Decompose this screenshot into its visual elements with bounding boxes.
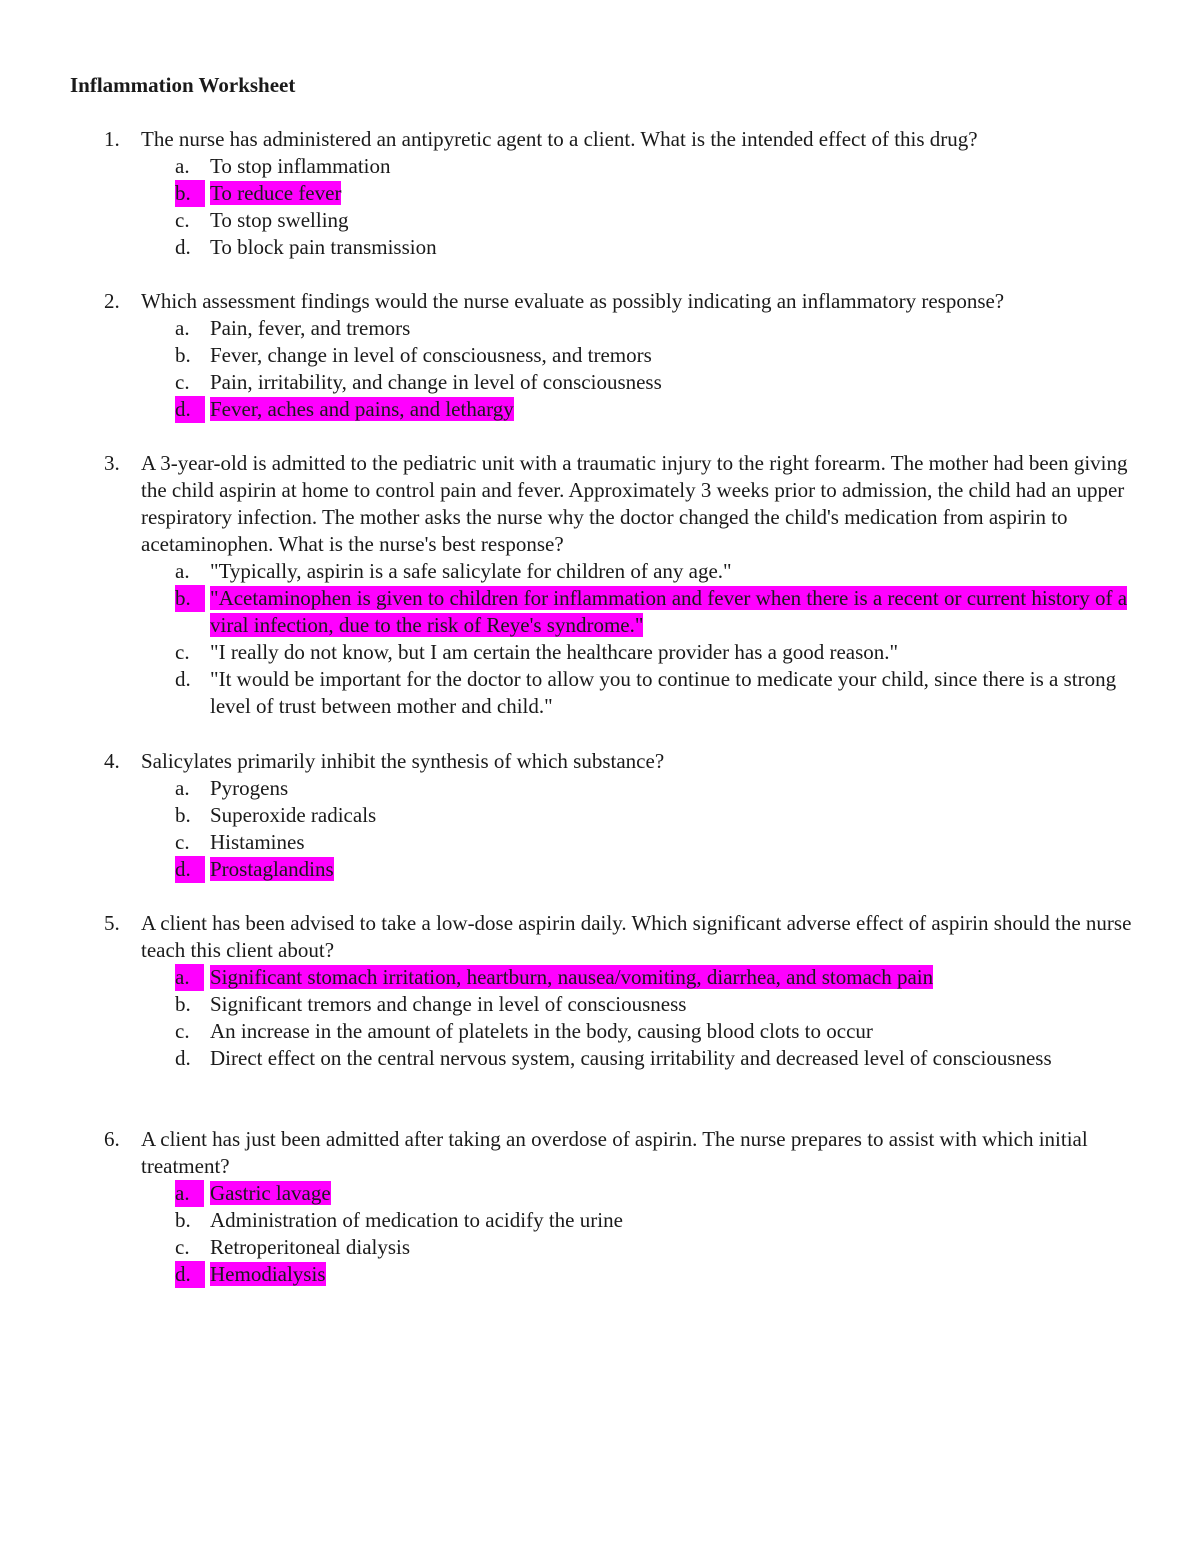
answer-option-c xyxy=(175,829,1134,856)
option-letter: a. xyxy=(175,776,190,800)
option-text: Significant stomach irritation, heartburn, nausea/vomiting, diarrhea, and stomach pain xyxy=(210,965,934,989)
option-letter: a. xyxy=(175,316,190,340)
option-text: Gastric lavage xyxy=(210,1181,331,1205)
option-text: To reduce fever xyxy=(210,181,342,205)
question-6 xyxy=(104,1126,1134,1288)
option-text: Administration of medication to acidify the urine xyxy=(210,1208,623,1232)
option-text: Direct effect on the central nervous system, causing irritability and decreased level of consciousness xyxy=(210,1046,1052,1070)
answer-option-b xyxy=(175,180,1134,207)
answer-option-c xyxy=(175,369,1134,396)
answer-option-c xyxy=(175,207,1134,234)
option-text: Hemodialysis xyxy=(210,1262,326,1286)
question-number: 5. xyxy=(104,911,120,935)
answer-option-a xyxy=(175,153,1134,180)
option-letter: a. xyxy=(175,154,190,178)
answer-option-b xyxy=(175,991,1134,1018)
question-number: 2. xyxy=(104,289,120,313)
option-letter: c. xyxy=(175,640,190,664)
option-text: Fever, aches and pains, and lethargy xyxy=(210,397,514,421)
question-number: 6. xyxy=(104,1127,120,1151)
option-letter: b. xyxy=(175,343,191,367)
option-letter: b. xyxy=(175,803,191,827)
option-text: "Acetaminophen is given to children for inflammation and fever when there is a recent or current history of a viral infection, due to the risk of Reye's syndrome." xyxy=(210,586,1128,637)
option-text: To stop inflammation xyxy=(210,154,391,178)
option-letter: c. xyxy=(175,208,190,232)
option-text: "It would be important for the doctor to allow you to continue to medicate your child, since there is a strong level of trust between mother and child." xyxy=(210,667,1117,718)
answer-option-b xyxy=(175,802,1134,829)
answer-option-d xyxy=(175,666,1134,720)
option-text: To stop swelling xyxy=(210,208,349,232)
option-text: Retroperitoneal dialysis xyxy=(210,1235,411,1259)
answer-option-a xyxy=(175,315,1134,342)
question-text: A 3-year-old is admitted to the pediatric unit with a traumatic injury to the right forearm. The mother had been giving the child aspirin at home to control pain and fever. Approximately 3 weeks prior to admission, the child had an upper respiratory infection. The mother asks the nurse why the doctor changed the child's medication from aspirin to acetaminophen. What is the nurse's best response? xyxy=(141,451,1128,556)
option-letter: c. xyxy=(175,1235,190,1259)
option-letter: d. xyxy=(175,1261,205,1288)
question-stem xyxy=(104,1126,1134,1180)
question-number: 3. xyxy=(104,451,120,475)
option-text: Fever, change in level of consciousness, and tremors xyxy=(210,343,652,367)
option-letter: b. xyxy=(175,1208,191,1232)
option-text: To block pain transmission xyxy=(210,235,437,259)
question-text: A client has been advised to take a low-dose aspirin daily. Which significant adverse effect of aspirin should the nurse teach this client about? xyxy=(141,911,1132,962)
answer-option-a xyxy=(175,558,1134,585)
option-letter: d. xyxy=(175,667,191,691)
answer-option-c xyxy=(175,639,1134,666)
option-letter: b. xyxy=(175,180,205,207)
question-stem xyxy=(104,910,1134,964)
option-letter: d. xyxy=(175,1046,191,1070)
option-letter: c. xyxy=(175,1019,190,1043)
option-text: Superoxide radicals xyxy=(210,803,377,827)
question-2 xyxy=(104,288,1134,423)
option-letter: b. xyxy=(175,992,191,1016)
option-text: "I really do not know, but I am certain the healthcare provider has a good reason." xyxy=(210,640,899,664)
option-text: An increase in the amount of platelets in the body, causing blood clots to occur xyxy=(210,1019,873,1043)
question-stem xyxy=(104,748,1134,775)
question-stem xyxy=(104,450,1134,558)
answer-option-c xyxy=(175,1234,1134,1261)
question-number: 4. xyxy=(104,749,120,773)
question-text: The nurse has administered an antipyretic agent to a client. What is the intended effect of this drug? xyxy=(141,127,978,151)
page-title: Inflammation Worksheet xyxy=(70,73,296,97)
answer-option-b xyxy=(175,585,1134,639)
option-letter: c. xyxy=(175,370,190,394)
answer-option-a xyxy=(175,1180,1134,1207)
question-text: A client has just been admitted after taking an overdose of aspirin. The nurse prepares to assist with which initial treatment? xyxy=(141,1127,1088,1178)
question-4 xyxy=(104,748,1134,883)
answer-option-d xyxy=(175,856,1134,883)
option-text: Significant tremors and change in level of consciousness xyxy=(210,992,687,1016)
option-text: Prostaglandins xyxy=(210,857,334,881)
answer-option-a xyxy=(175,775,1134,802)
option-letter: d. xyxy=(175,396,205,423)
option-text: Pyrogens xyxy=(210,776,289,800)
answer-option-d xyxy=(175,396,1134,423)
question-number: 1. xyxy=(104,127,120,151)
answer-option-d xyxy=(175,1261,1134,1288)
option-letter: a. xyxy=(175,559,190,583)
option-letter: d. xyxy=(175,856,205,883)
question-3 xyxy=(104,450,1134,720)
option-text: "Typically, aspirin is a safe salicylate for children of any age." xyxy=(210,559,732,583)
question-stem xyxy=(104,288,1134,315)
answer-option-b xyxy=(175,1207,1134,1234)
option-letter: a. xyxy=(175,964,204,991)
question-1 xyxy=(104,126,1134,261)
option-letter: d. xyxy=(175,235,191,259)
question-text: Salicylates primarily inhibit the synthesis of which substance? xyxy=(141,749,665,773)
question-5 xyxy=(104,910,1134,1072)
option-letter: b. xyxy=(175,585,205,612)
answer-option-c xyxy=(175,1018,1134,1045)
option-letter: a. xyxy=(175,1180,204,1207)
answer-option-b xyxy=(175,342,1134,369)
option-letter: c. xyxy=(175,830,190,854)
option-text: Pain, irritability, and change in level of consciousness xyxy=(210,370,662,394)
option-text: Histamines xyxy=(210,830,305,854)
answer-option-a xyxy=(175,964,1134,991)
answer-option-d xyxy=(175,234,1134,261)
option-text: Pain, fever, and tremors xyxy=(210,316,411,340)
question-text: Which assessment findings would the nurse evaluate as possibly indicating an inflammatory response? xyxy=(141,289,1005,313)
question-stem xyxy=(104,126,1134,153)
answer-option-d xyxy=(175,1045,1134,1072)
